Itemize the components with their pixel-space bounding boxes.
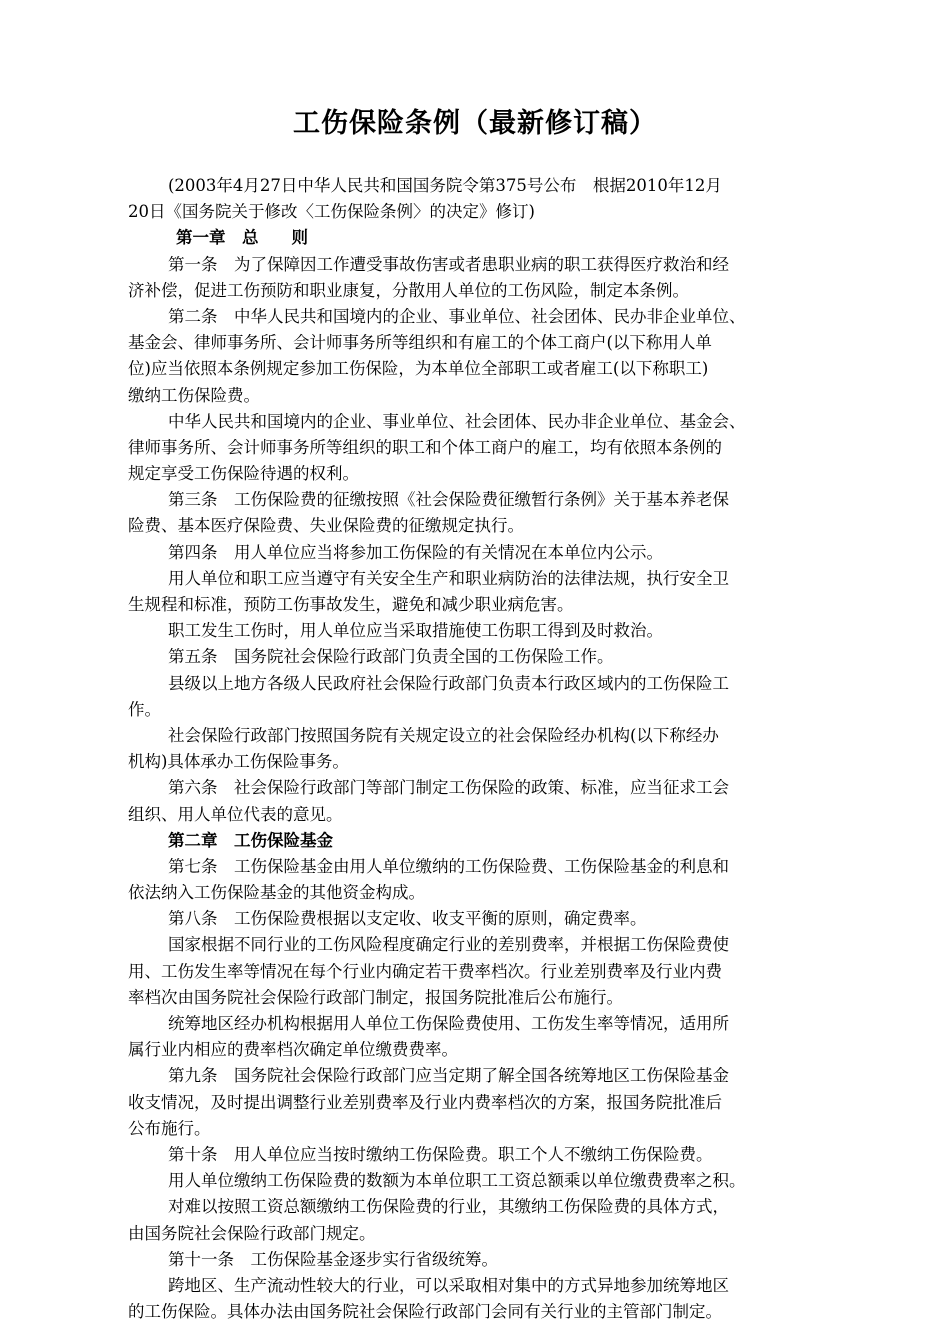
paragraph-line: 统筹地区经办机构根据用人单位工伤保险费使用、工伤发生率等情况，适用所 bbox=[168, 1014, 729, 1033]
paragraph-line: 第十条 用人单位应当按时缴纳工伤保险费。职工个人不缴纳工伤保险费。 bbox=[168, 1144, 713, 1164]
paragraph-line: 第六条 社会保险行政部门等部门制定工伤保险的政策、标准，应当征求工会 bbox=[168, 778, 729, 798]
paragraph-line: 第一条 为了保障因工作遭受事故伤害或者患职业病的职工获得医疗救治和经 bbox=[168, 254, 729, 274]
document-title: 工伤保险条例（最新修订稿） bbox=[293, 108, 657, 139]
paragraph-line: 组织、用人单位代表的意见。 bbox=[128, 804, 343, 824]
paragraph-line: 中华人民共和国境内的企业、事业单位、社会团体、民办非企业单位、基金会、 bbox=[168, 411, 746, 431]
paragraph-line: 国家根据不同行业的工伤风险程度确定行业的差别费率，并根据工伤保险费使 bbox=[168, 935, 729, 955]
paragraph-line: 社会保险行政部门按照国务院有关规定设立的社会保险经办机构(以下称经办 bbox=[168, 725, 719, 745]
paragraph-line: 用人单位缴纳工伤保险费的数额为本单位职工工资总额乘以单位缴费费率之积。 bbox=[168, 1171, 746, 1191]
paragraph-line: 缴纳工伤保险费。 bbox=[128, 385, 260, 405]
paragraph-line: 位)应当依照本条例规定参加工伤保险，为本单位全部职工或者雇工(以下称职工) bbox=[128, 359, 709, 379]
paragraph-line: 生规程和标准，预防工伤事故发生，避免和减少职业病危害。 bbox=[128, 595, 574, 614]
paragraph-line: 基金会、律师事务所、会计师事务所等组织和有雇工的个体工商户(以下称用人单 bbox=[128, 333, 712, 353]
paragraph-line: 机构)具体承办工伤保险事务。 bbox=[128, 752, 349, 772]
paragraph-line: 第三条 工伤保险费的征缴按照《社会保险费征缴暂行条例》关于基本养老保 bbox=[168, 490, 729, 510]
paragraph-line: 由国务院社会保险行政部门规定。 bbox=[128, 1223, 376, 1243]
paragraph-line: 对难以按照工资总额缴纳工伤保险费的行业，其缴纳工伤保险费的具体方式， bbox=[168, 1197, 729, 1217]
paragraph-line: 第四条 用人单位应当将参加工伤保险的有关情况在本单位内公示。 bbox=[168, 542, 663, 562]
paragraph-line: 第九条 国务院社会保险行政部门应当定期了解全国各统筹地区工伤保险基金 bbox=[168, 1066, 729, 1086]
paragraph-line: (2003年4月27日中华人民共和国国务院令第375号公布 根据2010年12月 bbox=[168, 176, 722, 195]
paragraph-line: 属行业内相应的费率档次确定单位缴费费率。 bbox=[128, 1040, 458, 1060]
chapter-heading: 第二章 工伤保险基金 bbox=[168, 830, 333, 850]
paragraph-line: 用人单位和职工应当遵守有关安全生产和职业病防治的法律法规，执行安全卫 bbox=[168, 568, 729, 588]
paragraph-line: 收支情况，及时提出调整行业差别费率及行业内费率档次的方案，报国务院批准后 bbox=[128, 1092, 722, 1112]
paragraph-line: 职工发生工伤时，用人单位应当采取措施使工伤职工得到及时救治。 bbox=[168, 621, 663, 641]
paragraph-line: 20日《国务院关于修改〈工伤保险条例〉的决定》修订) bbox=[128, 202, 535, 222]
paragraph-line: 规定享受工伤保险待遇的权利。 bbox=[128, 464, 359, 484]
document-body bbox=[128, 173, 828, 1325]
paragraph-line: 的工伤保险。具体办法由国务院社会保险行政部门会同有关行业的主管部门制定。 bbox=[128, 1302, 722, 1322]
paragraph-line: 依法纳入工伤保险基金的其他资金构成。 bbox=[128, 883, 425, 903]
paragraph-line: 跨地区、生产流动性较大的行业，可以采取相对集中的方式异地参加统筹地区 bbox=[168, 1275, 729, 1295]
paragraph-line: 第八条 工伤保险费根据以支定收、收支平衡的原则，确定费率。 bbox=[168, 909, 647, 929]
paragraph-line: 用、工伤发生率等情况在每个行业内确定若干费率档次。行业差别费率及行业内费 bbox=[128, 961, 722, 981]
paragraph-line: 作。 bbox=[128, 699, 161, 719]
paragraph-line: 率档次由国务院社会保险行政部门制定，报国务院批准后公布施行。 bbox=[128, 987, 623, 1007]
paragraph-line: 第七条 工伤保险基金由用人单位缴纳的工伤保险费、工伤保险基金的利息和 bbox=[168, 856, 729, 876]
paragraph-line: 律师事务所、会计师事务所等组织的职工和个体工商户的雇工，均有依照本条例的 bbox=[128, 437, 722, 457]
paragraph-line: 第二条 中华人民共和国境内的企业、事业单位、社会团体、民办非企业单位、 bbox=[168, 306, 746, 326]
chapter-heading: 第一章 总 则 bbox=[176, 228, 308, 248]
paragraph-line: 险费、基本医疗保险费、失业保险费的征缴规定执行。 bbox=[128, 516, 524, 536]
paragraph-line: 济补偿，促进工伤预防和职业康复，分散用人单位的工伤风险，制定本条例。 bbox=[128, 280, 689, 300]
paragraph-line: 公布施行。 bbox=[128, 1118, 211, 1138]
paragraph-line: 第十一条 工伤保险基金逐步实行省级统筹。 bbox=[168, 1249, 498, 1269]
paragraph-line: 县级以上地方各级人民政府社会保险行政部门负责本行政区域内的工伤保险工 bbox=[168, 673, 729, 693]
paragraph-line: 第五条 国务院社会保险行政部门负责全国的工伤保险工作。 bbox=[168, 647, 614, 667]
